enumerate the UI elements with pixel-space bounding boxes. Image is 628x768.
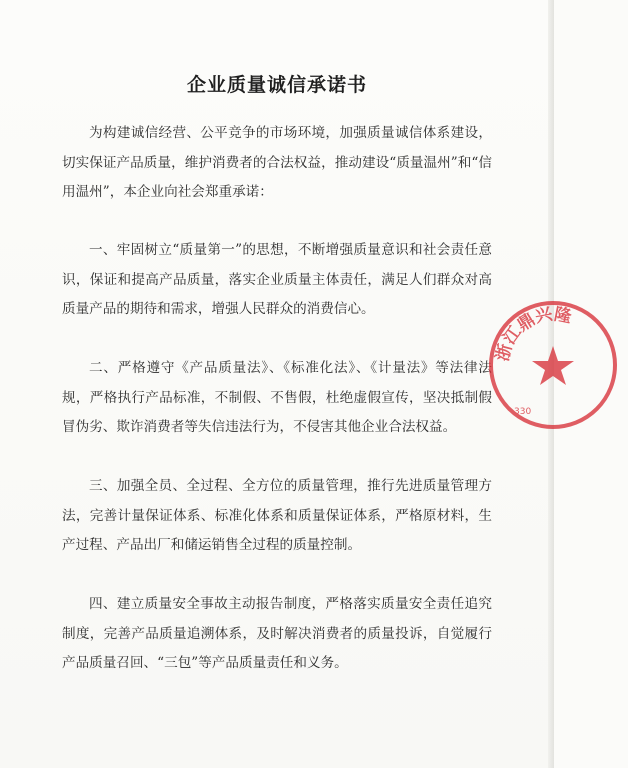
paragraph-commitment-3: 三、加强全员、全过程、全方位的质量管理，推行先进质量管理方法，完善计量保证体系、标准化体系和质量保证体系，严格原材料，生产过程、产品出厂和储运销售全过程的质量控制。 [62,478,492,553]
seal-arc-text: 浙江鼎兴隆 [492,304,573,364]
svg-text:浙江鼎兴隆 [492,304,573,364]
paragraph-commitment-2: 二、严格遵守《产品质量法》、《标准化法》、《计量法》等法律法规，严格执行产品标准，不制假、不售假，杜绝虚假宣传，坚决抵制假冒伪劣、欺诈消费者等失信违法行为，不侵害其他企业合法权益。 [62,360,492,435]
company-seal-stamp [478,290,628,440]
paragraph-commitment-4: 四、建立质量安全事故主动报告制度，严格落实质量安全责任追究制度，完善产品质量追溯体系，及时解决消费者的质量投诉，自觉履行产品质量召回、“三包”等产品质量责任和义务。 [62,596,492,671]
seal-number: 330 [514,407,532,417]
seal-star-icon [532,346,574,385]
document-title: 企业质量诚信承诺书 [186,74,367,96]
paragraph-intro: 为构建诚信经营、公平竞争的市场环境，加强质量诚信体系建设，切实保证产品质量，维护消费者的合法权益，推动建设“质量温州”和“信用温州”，本企业向社会郑重承诺： [62,125,492,200]
paragraph-commitment-1: 一、牢固树立“质量第一”的思想，不断增强质量意识和社会责任意识，保证和提高产品质量，落实企业质量主体责任，满足人们群众对高质量产品的期待和需求，增强人民群众的消费信心。 [62,242,492,317]
